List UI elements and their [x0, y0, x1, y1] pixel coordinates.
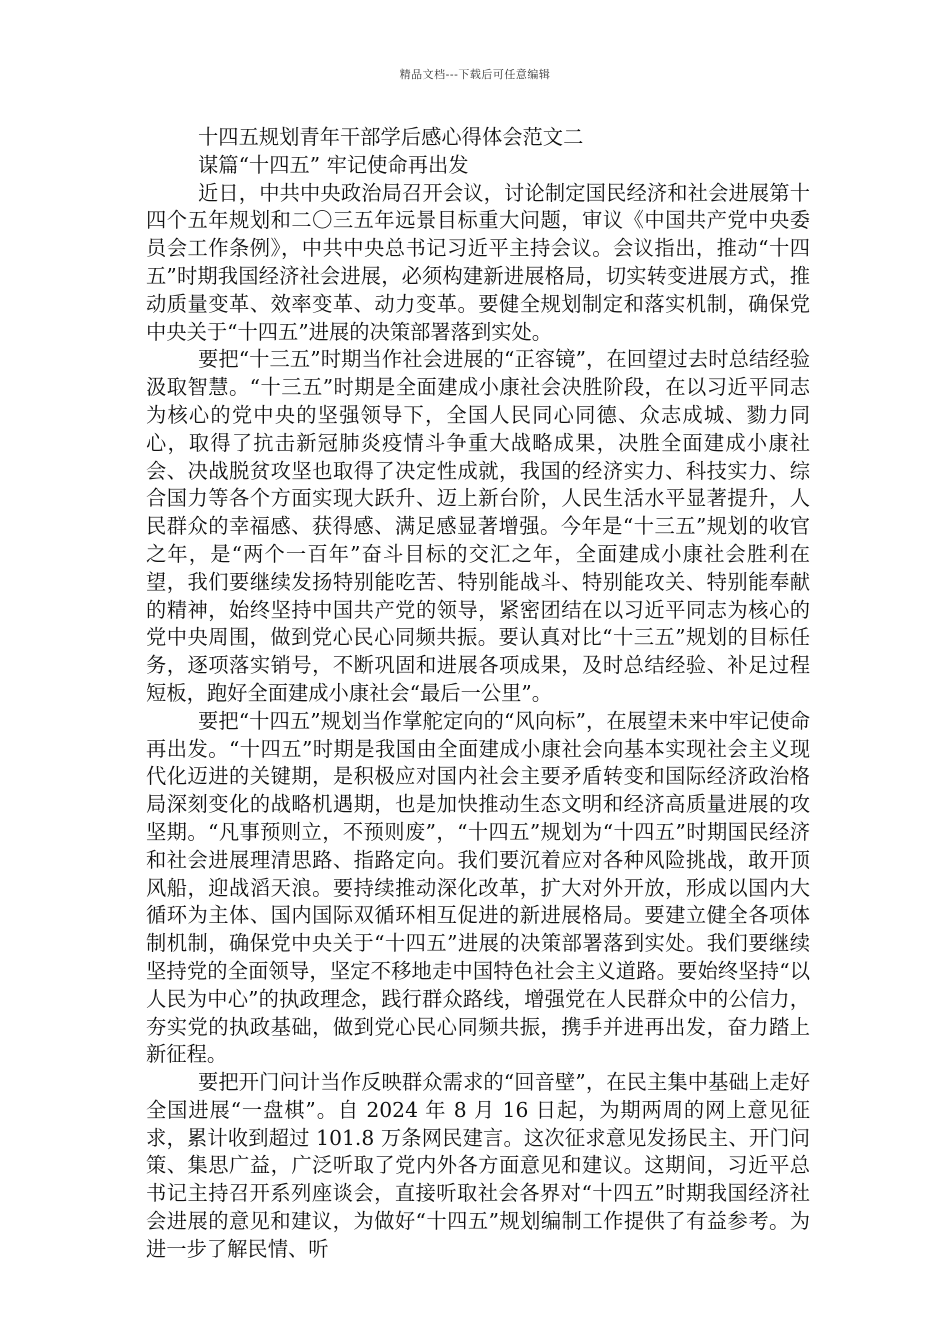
paragraph: 要把开门问计当作反映群众需求的“回音壁”，在民主集中基础上走好全国进展“一盘棋”。自 2024 年 8 月 16 日起，为期两周的网上意见征求，累计收到超过 101.8 万条网民建言。这次征求意见发扬民主、开门问策、集思广益，广泛听取了党内外各方面意见和建议。这期间，习近平总书记主持召开系列座谈会，直接听取社会各界对“十四五”时期我国经济社会进展的意见和建议，为做好“十四五”规划编制工作提供了有益参考。为进一步了解民情、听	[146, 1070, 810, 1261]
paragraph: 近日，中共中央政治局召开会议，讨论制定国民经济和社会进展第十四个五年规划和二〇三五年远景目标重大问题，审议《中国共产党中央委员会工作条例》，中共中央总书记习近平主持会议。会议指出，推动“十四五”时期我国经济社会进展，必须构建新进展格局，切实转变进展方式，推动质量变革、效率变革、动力变革。要健全规划制定和落实机制，确保党中央关于“十四五”进展的决策部署落到实处。	[146, 180, 810, 344]
page-header-note: 精品文档---下载后可任意编辑	[399, 68, 551, 81]
paragraph: 要把“十四五”规划当作掌舵定向的“风向标”，在展望未来中牢记使命再出发。“十四五”时期是我国由全面建成小康社会向基本实现社会主义现代化迈进的关键期，是积极应对国内社会主要矛盾转变和国际经济政治格局深刻变化的战略机遇期，也是加快推动生态文明和经济高质量进展的攻坚期。“凡事预则立，不预则废”，“十四五”规划为“十四五”时期国民经济和社会进展理清思路、指路定向。我们要沉着应对各种风险挑战，敢开顶风船，迎战滔天浪。要持续推动深化改革，扩大对外开放，形成以国内大循环为主体、国内国际双循环相互促进的新进展格局。要建立健全各项体制机制，确保党中央关于“十四五”进展的决策部署落到实处。我们要继续坚持党的全面领导，坚定不移地走中国特色社会主义道路。要始终坚持“以人民为中心”的执政理念，践行群众路线，增强党在人民群众中的公信力，夯实党的执政基础，做到党心民心同频共振，携手并进再出发，奋力踏上新征程。	[146, 708, 810, 1067]
paragraph: 要把“十三五”时期当作社会进展的“正容镜”，在回望过去时总结经验汲取智慧。“十三五”时期是全面建成小康社会决胜阶段，在以习近平同志为核心的党中央的坚强领导下，全国人民同心同德、众志成城、勠力同心，取得了抗击新冠肺炎疫情斗争重大战略成果，决胜全面建成小康社会、决战脱贫攻坚也取得了决定性成就，我国的经济实力、科技实力、综合国力等各个方面实现大跃升、迈上新台阶，人民生活水平显著提升，人民群众的幸福感、获得感、满足感显著增强。今年是“十三五”规划的收官之年，是“两个一百年”奋斗目标的交汇之年，全面建成小康社会胜利在望，我们要继续发扬特别能吃苦、特别能战斗、特别能攻关、特别能奉献的精神，始终坚持中国共产党的领导，紧密团结在以习近平同志为核心的党中央周围，做到党心民心同频共振。要认真对比“十三五”规划的目标任务，逐项落实销号，不断巩固和进展各项成果，及时总结经验、补足过程短板，跑好全面建成小康社会“最后一公里”。	[146, 347, 810, 705]
document-body	[146, 124, 810, 1264]
document-title: 十四五规划青年干部学后感心得体会范文二	[198, 125, 584, 149]
document-subtitle: 谋篇“十四五” 牢记使命再出发	[198, 152, 469, 177]
